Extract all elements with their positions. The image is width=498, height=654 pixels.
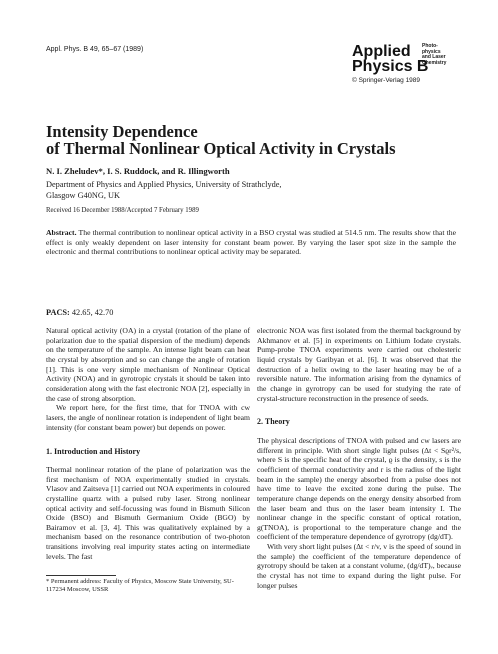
journal-subject-line: Chemistry bbox=[422, 59, 447, 66]
pacs-label: PACS: bbox=[46, 308, 70, 317]
body-paragraph: electronic NOA was first isolated from the thermal background by Akhmanov et al. [5] in experiments on Lithium Iodate crystals. Pump-probe TNOA experiments were carried out cholesteric liquid crystals by Garibyan et al. [6]. It was observed that the destruction of a helix owing to the laser heating may be of a reversible nature. The information arising from the dynamics of the change in gyrotropy can be used for studying the rate of crystal-structure reconstruction in the presence of seeds. bbox=[257, 326, 461, 403]
section-heading-introduction: 1. Introduction and History bbox=[46, 447, 141, 457]
abstract bbox=[46, 228, 456, 257]
abstract-label: Abstract. bbox=[46, 228, 77, 237]
pacs-value: 42.65, 42.70 bbox=[69, 308, 114, 317]
footnote-divider bbox=[46, 575, 116, 576]
body-paragraph: We report here, for the first time, that for TNOA with cw lasers, the angle of nonlinear rotation is independent of light beam intensity (for constant beam power) but depends on power. bbox=[46, 403, 250, 432]
copyright-notice: © Springer-Verlag 1989 bbox=[352, 77, 421, 84]
journal-name-line2: Physics B bbox=[352, 58, 429, 75]
received-dates: Received 16 December 1988/Accepted 7 February 1989 bbox=[46, 207, 199, 214]
abstract-text: The thermal contribution to nonlinear optical activity in a BSO crystal was studied at 514.5 nm. The results show that the effect is only weakly dependent on laser intensity for constant beam power. By varying the laser spot size in the sample the electronic and thermal contributions to nonlinear optical activity may be separated. bbox=[46, 228, 456, 257]
body-paragraph: Natural optical activity (OA) in a crystal (rotation of the plane of polarization due to the spatial dispersion of the medium) depends on the temperature of the sample. An intense light beam can heat the crystal by absorption and so can change the angle of rotation [1]. This is one very simple mechanism of Nonlinear Optical Activity (NOA) and in gyrotropic crystals it should be taken into consideration along with the fast electronic NOA [2], especially in the case of strong absorption. bbox=[46, 326, 250, 403]
body-column-right bbox=[257, 326, 461, 590]
pacs-codes bbox=[46, 308, 113, 317]
author-list: N. I. Zheludev*, I. S. Ruddock, and R. Illingworth bbox=[46, 166, 230, 176]
article-title bbox=[46, 123, 466, 157]
body-paragraph: Thermal nonlinear rotation of the plane of polarization was the first mechanism of NOA experimentally studied in crystals. Vlasov and Zaitseva [1] carried out NOA experiments in coloured crystalline quartz with a pulsed ruby laser. Strong nonlinear optical activity and self-focussing was found in Bismuth Silicon Oxide (BSO) and Bismuth Germanium Oxide (BGO) by Bairamov et al. [3, 4]. This was qualitatively explained by a mechanism based on the resonance contribution of two-photon transitions involving real impurity states acting on intermediate levels. The fast bbox=[46, 464, 250, 561]
journal-subject-line: physics bbox=[422, 48, 441, 55]
footnote: * Permanent address: Faculty of Physics, Moscow State University, SU-117234 Moscow, USSR bbox=[46, 578, 234, 593]
journal-subject-line: and Laser bbox=[422, 54, 446, 60]
journal-subject bbox=[422, 44, 446, 66]
body-paragraph: With very short light pulses (Δt < r/v, v is the speed of sound in the sample) the coefficient of the temperature dependence of gyrotropy should be taken at a constant volume, (dg/dT)ᵥ, because the crystal has not time to expand during the light pulse. For longer pulses bbox=[257, 542, 461, 590]
body-paragraph: The physical descriptions of TNOA with pulsed and cw lasers are different in principle. With short single light pulses (Δt < Sϱr²/s, where S is the specific heat of the crystal, ϱ is the density, s is the coefficient of thermal conductivity and r is the radius of the light beam in the sample) the energy absorbed from a pulse does not have time to leave the excited zone during the pulse. The temperature change depends on the energy density absorbed from the laser beam and thus on the laser beam intensity I. The nonlinear change in the specific constant of optical rotation, g(TNOA), is proportional to the temperature change and the coefficient of the temperature dependence of gyrotropy (dg/dT). bbox=[257, 435, 461, 542]
body-column-left bbox=[46, 326, 250, 561]
journal-masthead bbox=[352, 44, 472, 84]
journal-subject-line: Photo- bbox=[422, 43, 438, 49]
journal-citation: Appl. Phys. B 49, 65–67 (1989) bbox=[46, 46, 144, 53]
article-title-line1: Intensity Dependence bbox=[46, 122, 198, 141]
section-heading-theory: 2. Theory bbox=[257, 417, 290, 427]
affiliation-line1: Department of Physics and Applied Physics, University of Strathclyde, bbox=[46, 180, 282, 189]
affiliation-line2: Glasgow G40NG, UK bbox=[46, 190, 120, 200]
affiliation bbox=[46, 180, 466, 201]
journal-name-line1: Applied bbox=[352, 43, 411, 60]
article-title-line2: of Thermal Nonlinear Optical Activity in Crystals bbox=[46, 139, 396, 158]
